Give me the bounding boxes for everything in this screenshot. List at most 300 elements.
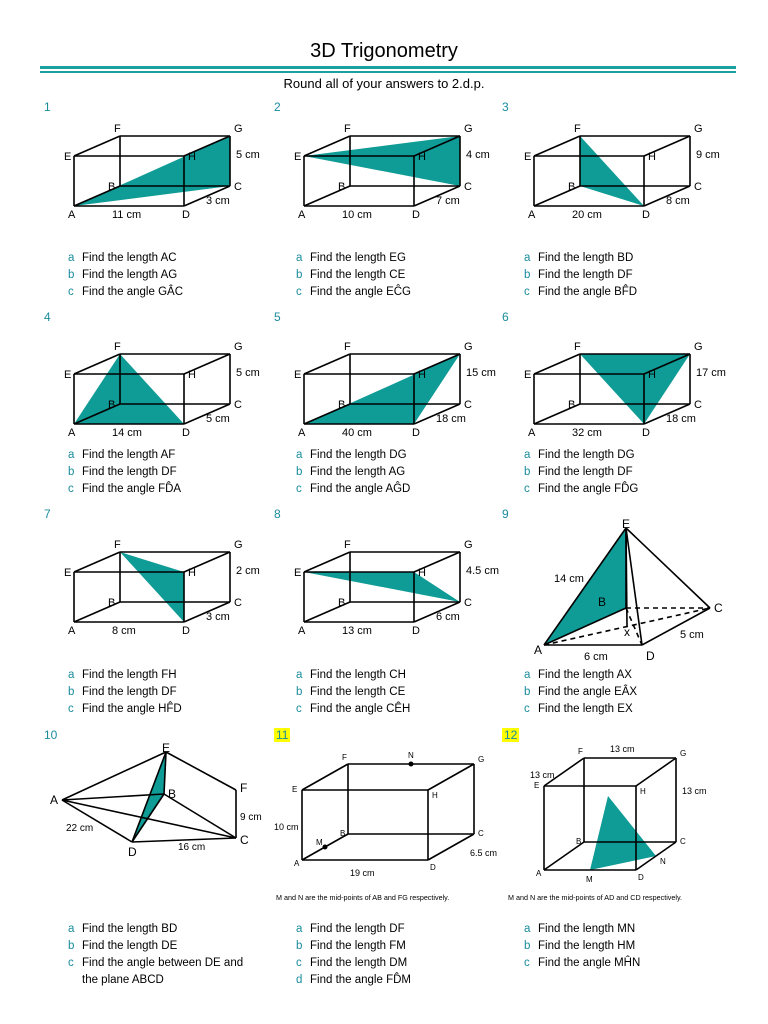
question-parts <box>296 667 496 718</box>
dimension-label: 18 cm <box>436 413 466 425</box>
part-text: Find the length AX <box>538 669 632 681</box>
part-letter: b <box>296 269 303 281</box>
part-letter: a <box>68 449 75 461</box>
question-part <box>524 938 724 955</box>
vertex-label-e: E <box>534 781 540 790</box>
question-number: 11 <box>276 728 289 742</box>
vertex-label-a: A <box>536 869 542 878</box>
wedge-edge <box>62 800 132 842</box>
vertex-label-g: G <box>464 539 473 551</box>
dimension-label: 6.5 cm <box>470 848 498 858</box>
question-part <box>296 955 496 972</box>
midpoint-m <box>323 845 328 850</box>
dimension-label: 15 cm <box>466 367 496 379</box>
part-letter: b <box>296 466 303 478</box>
part-letter: c <box>296 703 302 715</box>
question-part <box>296 667 496 684</box>
question-part <box>524 701 724 718</box>
question-parts <box>524 250 724 301</box>
question-part <box>524 250 724 267</box>
part-letter: d <box>296 974 303 986</box>
vertex-label-d: D <box>128 845 137 859</box>
dimension-label: 13 cm <box>682 786 707 796</box>
figure-svg <box>530 517 730 665</box>
question-number: 10 <box>44 728 58 742</box>
vertex-label-f: F <box>578 747 583 756</box>
question-part <box>68 701 268 718</box>
part-text: Find the length DG <box>310 449 407 461</box>
vertex-label-b: B <box>568 399 576 411</box>
question-parts <box>296 250 496 301</box>
part-letter: c <box>296 483 302 495</box>
diagram-q1 <box>62 118 262 228</box>
dimension-label: 6 cm <box>584 651 608 663</box>
part-letter: a <box>524 252 531 264</box>
vertex-label-b: B <box>108 597 116 609</box>
vertex-label-b: B <box>568 181 576 193</box>
dimension-label: 14 cm <box>112 427 142 439</box>
dimension-label: 4 cm <box>466 149 490 161</box>
dimension-label: 16 cm <box>178 842 206 853</box>
part-letter: b <box>68 466 75 478</box>
part-letter: a <box>68 923 75 935</box>
question-part <box>296 684 496 701</box>
vertex-label-c: C <box>694 399 702 411</box>
vertex-label-c: C <box>464 181 472 193</box>
question-part <box>296 938 496 955</box>
vertex-label-h: H <box>432 791 438 800</box>
vertex-label-c: C <box>464 597 472 609</box>
part-text: Find the angle FD̂G <box>538 483 639 495</box>
vertex-label-b: B <box>338 181 346 193</box>
question-part <box>68 955 258 989</box>
figure-svg <box>44 740 274 859</box>
vertex-label-h: H <box>640 787 646 796</box>
vertex-label-d: D <box>642 427 650 439</box>
dimension-label: 6 cm <box>436 611 460 623</box>
dimension-label: 5 cm <box>206 413 230 425</box>
question-part <box>296 267 496 284</box>
part-text: Find the length AG <box>82 269 178 281</box>
vertex-label-g: G <box>680 749 687 758</box>
question-number: 4 <box>44 310 51 324</box>
figure-svg <box>292 336 496 446</box>
vertex-label-a: A <box>298 625 306 637</box>
part-letter: b <box>296 940 303 952</box>
part-text: Find the length CH <box>310 669 406 681</box>
diagram-q11 <box>272 751 498 902</box>
question-part <box>524 955 724 972</box>
part-letter: a <box>68 252 75 264</box>
dimension-label: 32 cm <box>572 427 602 439</box>
part-text: Find the angle BF̂D <box>538 286 638 298</box>
vertex-label-h: H <box>188 151 196 163</box>
dimension-label: 5 cm <box>236 367 260 379</box>
question-part <box>296 447 496 464</box>
vertex-label-g: G <box>694 123 703 135</box>
question-part <box>68 464 268 481</box>
question-part <box>296 701 496 718</box>
part-text: Find the angle CÊH <box>310 703 411 715</box>
dimension-label: 13 cm <box>530 770 555 780</box>
part-letter: b <box>524 686 531 698</box>
part-text: Find the length DF <box>538 466 633 478</box>
vertex-label-e: E <box>64 369 72 381</box>
dimension-label: 17 cm <box>696 367 726 379</box>
dimension-label: 2 cm <box>236 565 260 577</box>
diagram-q10 <box>44 740 274 859</box>
cube-edge <box>428 764 474 790</box>
part-text: Find the angle between DE and the plane ABCD <box>82 957 244 986</box>
vertex-label-g: G <box>478 755 485 764</box>
question-part <box>524 667 724 684</box>
shaded-triangle <box>580 136 644 206</box>
question-part <box>296 464 496 481</box>
vertex-label-e: E <box>524 369 532 381</box>
vertex-label-c: C <box>234 597 242 609</box>
dimension-label: 5 cm <box>236 149 260 161</box>
cube-edge <box>428 834 474 860</box>
vertex-label-h: H <box>648 369 656 381</box>
part-letter: c <box>524 703 530 715</box>
vertex-label-b: B <box>108 399 116 411</box>
vertex-label-b: B <box>168 787 177 801</box>
question-part <box>524 464 724 481</box>
vertex-label-a: A <box>68 209 76 221</box>
part-text: Find the length DF <box>538 269 633 281</box>
part-letter: a <box>296 923 303 935</box>
vertex-label-d: D <box>182 427 190 439</box>
vertex-label-c: C <box>234 399 242 411</box>
question-parts <box>524 447 724 498</box>
dimension-label: 8 cm <box>666 195 690 207</box>
part-letter: c <box>68 957 74 969</box>
shaded-triangle <box>304 136 460 186</box>
part-letter: a <box>524 669 531 681</box>
vertex-label-m: M <box>316 838 323 847</box>
vertex-label-a: A <box>50 793 59 807</box>
part-text: Find the angle FD̂M <box>310 974 411 986</box>
question-parts <box>68 667 268 718</box>
vertex-label-g: G <box>464 341 473 353</box>
vertex-label-c: C <box>478 829 484 838</box>
part-text: Find the length CE <box>310 269 406 281</box>
question-parts <box>524 667 724 718</box>
part-text: Find the length HM <box>538 940 636 952</box>
part-text: Find the angle FD̂A <box>82 483 182 495</box>
vertex-label-d: D <box>430 863 436 872</box>
vertex-label-g: G <box>694 341 703 353</box>
dimension-label: 20 cm <box>572 209 602 221</box>
part-text: Find the length AF <box>82 449 176 461</box>
question-part <box>68 267 268 284</box>
vertex-label-e: E <box>64 151 72 163</box>
vertex-label-b: B <box>108 181 116 193</box>
vertex-label-e: E <box>292 785 298 794</box>
dimension-label: 22 cm <box>66 823 94 834</box>
vertex-label-e: E <box>524 151 532 163</box>
part-letter: a <box>68 669 75 681</box>
shaded-triangle <box>590 796 656 870</box>
vertex-label-f: F <box>344 341 351 353</box>
vertex-label-c: C <box>464 399 472 411</box>
vertex-label-f: F <box>240 781 248 795</box>
vertex-label-f: F <box>114 123 121 135</box>
question-part <box>68 284 268 301</box>
part-text: Find the length EX <box>538 703 633 715</box>
part-letter: b <box>524 466 531 478</box>
vertex-label-f: F <box>574 341 581 353</box>
dimension-label: 14 cm <box>554 573 584 585</box>
diagram-q3 <box>522 118 732 228</box>
question-number: 3 <box>502 100 509 114</box>
vertex-label-d: D <box>412 209 420 221</box>
vertex-label-e: E <box>64 567 72 579</box>
part-letter: c <box>524 957 530 969</box>
vertex-label-c: C <box>694 181 702 193</box>
dimension-label: 3 cm <box>206 195 230 207</box>
cuboid-edge <box>74 136 120 156</box>
part-letter: c <box>68 483 74 495</box>
vertex-label-h: H <box>418 369 426 381</box>
part-text: Find the length DF <box>82 466 177 478</box>
vertex-label-c: C <box>680 837 686 846</box>
question-part <box>68 250 268 267</box>
question-part <box>296 481 496 498</box>
title-rule <box>40 66 736 69</box>
part-text: Find the angle MĤN <box>538 957 641 969</box>
diagram-q6 <box>522 336 732 446</box>
vertex-label-f: F <box>114 539 121 551</box>
cuboid-edge <box>304 552 350 572</box>
dimension-label: 9 cm <box>240 812 262 823</box>
cube-edge <box>636 758 676 786</box>
part-letter: c <box>524 483 530 495</box>
diagram-q8 <box>292 534 500 644</box>
question-number: 8 <box>274 507 281 521</box>
question-number: 6 <box>502 310 509 324</box>
diagram-q5 <box>292 336 496 446</box>
vertex-label-a: A <box>528 209 536 221</box>
vertex-label-d: D <box>642 209 650 221</box>
question-number: 2 <box>274 100 281 114</box>
vertex-label-d: D <box>412 625 420 637</box>
part-letter: b <box>524 940 531 952</box>
vertex-label-n: N <box>408 751 414 760</box>
diagram-q4 <box>62 336 267 446</box>
dimension-label: 3 cm <box>206 611 230 623</box>
part-letter: c <box>68 703 74 715</box>
question-parts <box>296 921 496 989</box>
vertex-label-n: N <box>660 857 666 866</box>
question-number: 9 <box>502 507 509 521</box>
question-part <box>524 447 724 464</box>
dimension-label: 19 cm <box>350 868 375 878</box>
figure-svg <box>272 751 498 902</box>
question-part <box>296 284 496 301</box>
vertex-label-a: A <box>528 427 536 439</box>
vertex-label-a: A <box>68 427 76 439</box>
instructions: Round all of your answers to 2.d.p. <box>283 76 485 91</box>
question-part <box>68 447 268 464</box>
part-text: Find the length MN <box>538 923 636 935</box>
vertex-label-c: C <box>240 833 249 847</box>
part-letter: b <box>296 686 303 698</box>
part-text: Find the angle EÂX <box>538 686 638 698</box>
part-letter: a <box>296 669 303 681</box>
dimension-label: 13 cm <box>342 625 372 637</box>
dimension-label: 10 cm <box>342 209 372 221</box>
shaded-triangle <box>74 354 184 424</box>
part-text: Find the angle EĈG <box>310 286 412 298</box>
dimension-label: 9 cm <box>696 149 720 161</box>
question-part <box>296 972 496 989</box>
vertex-label-b: B <box>598 595 607 609</box>
part-text: Find the length BD <box>82 923 178 935</box>
part-text: Find the length DF <box>82 686 177 698</box>
vertex-label-d: D <box>182 209 190 221</box>
vertex-label-g: G <box>234 539 243 551</box>
dimension-label: 7 cm <box>436 195 460 207</box>
title-rule-secondary <box>40 71 736 73</box>
question-number: 7 <box>44 507 51 521</box>
question-number: 1 <box>44 100 51 114</box>
page-title: 3D Trigonometry <box>310 40 458 62</box>
part-letter: a <box>296 449 303 461</box>
diagram-caption: M and N are the mid-points of AD and CD respectively. <box>508 893 683 902</box>
vertex-label-h: H <box>418 567 426 579</box>
shaded-triangle <box>120 552 184 622</box>
part-letter: a <box>296 252 303 264</box>
part-letter: a <box>524 449 531 461</box>
figure-svg <box>500 746 728 902</box>
part-text: Find the length FM <box>310 940 406 952</box>
pyramid-height <box>626 528 627 626</box>
part-letter: c <box>296 286 302 298</box>
vertex-label-f: F <box>114 341 121 353</box>
figure-svg <box>522 336 732 446</box>
question-parts <box>68 447 268 498</box>
question-parts <box>524 921 724 972</box>
diagram-caption: M and N are the mid-points of AB and FG respectively. <box>276 893 450 902</box>
question-parts <box>68 921 258 989</box>
dimension-label: 11 cm <box>112 209 142 221</box>
figure-svg <box>522 118 732 228</box>
diagram-q12 <box>500 746 728 902</box>
part-text: Find the length FH <box>82 669 177 681</box>
part-letter: a <box>524 923 531 935</box>
vertex-label-f: F <box>574 123 581 135</box>
vertex-label-h: H <box>188 567 196 579</box>
vertex-label-f: F <box>344 539 351 551</box>
question-part <box>524 684 724 701</box>
figure-svg <box>292 118 492 228</box>
cuboid-edge <box>534 354 580 374</box>
part-text: Find the length BD <box>538 252 634 264</box>
question-part <box>524 921 724 938</box>
cuboid-edge <box>534 136 580 156</box>
vertex-label-a: A <box>534 643 543 657</box>
dimension-label: 10 cm <box>274 822 299 832</box>
dimension-label: 40 cm <box>342 427 372 439</box>
part-text: Find the angle GÂC <box>82 286 184 298</box>
part-letter: b <box>68 686 75 698</box>
vertex-label-d: D <box>182 625 190 637</box>
vertex-label-e: E <box>294 151 302 163</box>
part-letter: b <box>524 269 531 281</box>
vertex-label-a: A <box>298 427 306 439</box>
part-text: Find the length AC <box>82 252 177 264</box>
diagram-q9 <box>530 517 730 665</box>
question-part <box>68 921 258 938</box>
vertex-label-f: F <box>344 123 351 135</box>
figure-svg <box>62 534 267 644</box>
vertex-label-d: D <box>412 427 420 439</box>
part-letter: b <box>68 940 75 952</box>
part-text: Find the angle HF̂D <box>82 703 182 715</box>
vertex-label-e: E <box>294 567 302 579</box>
part-text: Find the length EG <box>310 252 406 264</box>
vertex-label-g: G <box>234 341 243 353</box>
vertex-label-f: F <box>342 753 347 762</box>
question-part <box>68 684 268 701</box>
question-parts <box>68 250 268 301</box>
pyramid-edge <box>626 528 710 608</box>
vertex-label-e: E <box>622 517 631 531</box>
part-letter: b <box>68 269 75 281</box>
part-letter: c <box>524 286 530 298</box>
part-text: Find the length DM <box>310 957 408 969</box>
vertex-label-b: B <box>338 399 346 411</box>
vertex-label-h: H <box>418 151 426 163</box>
part-text: Find the length DE <box>82 940 178 952</box>
part-text: Find the angle AĜD <box>310 483 411 495</box>
question-number: 5 <box>274 310 281 324</box>
vertex-label-c: C <box>714 601 723 615</box>
question-parts <box>296 447 496 498</box>
dimension-label: 13 cm <box>610 744 635 754</box>
question-part <box>68 481 268 498</box>
vertex-label-b: B <box>338 597 346 609</box>
vertex-label-g: G <box>234 123 243 135</box>
question-part <box>524 284 724 301</box>
midpoint-n <box>409 762 414 767</box>
question-part <box>68 667 268 684</box>
vertex-label-m: M <box>586 875 593 884</box>
vertex-label-g: G <box>464 123 473 135</box>
cube-edge <box>544 842 584 870</box>
question-part <box>296 921 496 938</box>
question-number: 12 <box>504 728 518 742</box>
vertex-label-a: A <box>298 209 306 221</box>
question-part <box>296 250 496 267</box>
part-text: Find the length DG <box>538 449 635 461</box>
shaded-triangle <box>304 572 460 602</box>
vertex-label-h: H <box>188 369 196 381</box>
figure-svg <box>292 534 500 644</box>
dimension-label: 18 cm <box>666 413 696 425</box>
wedge-edge <box>166 752 236 790</box>
vertex-label-b: B <box>576 837 582 846</box>
vertex-label-a: A <box>294 859 300 868</box>
vertex-label-h: H <box>648 151 656 163</box>
vertex-label-c: C <box>234 181 242 193</box>
dimension-label: 8 cm <box>112 625 136 637</box>
vertex-label-b: B <box>340 829 346 838</box>
vertex-label-d: D <box>646 649 655 663</box>
question-part <box>524 481 724 498</box>
figure-svg <box>62 336 267 446</box>
